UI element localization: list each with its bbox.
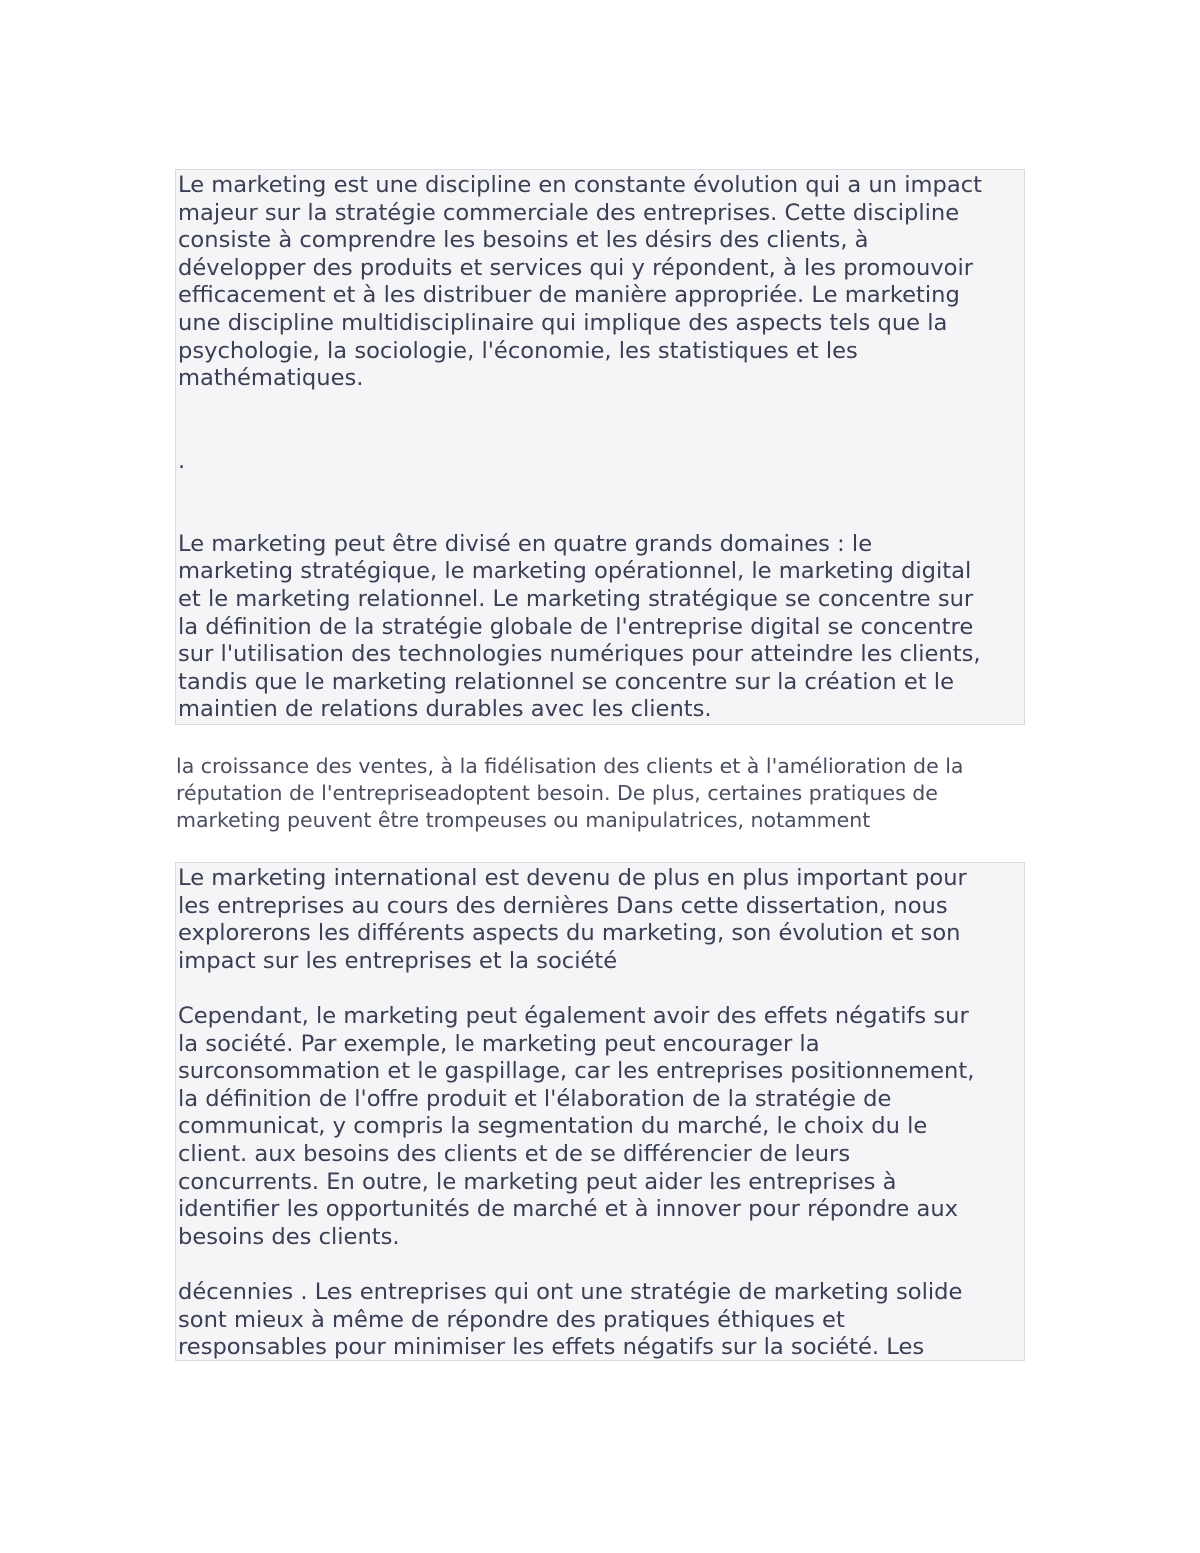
paragraph-decades-strategy: décennies . Les entreprises qui ont une stratégie de marketing solide sont mieux à même de répondre des pratiques éthiques et responsables pour minimiser les effets négatifs sur la société. Les <box>178 1278 963 1361</box>
plain-paragraph-sales-growth: la croissance des ventes, à la fidélisation des clients et à l'amélioration de la réputation de l'entrepriseadoptent besoin. De plus, certaines pratiques de marketing peuvent être trompeuses ou manipulatrices, notamment <box>176 754 964 832</box>
paragraph-negative-effects: Cependant, le marketing peut également avoir des effets négatifs sur la société. Par exemple, le marketing peut encourager la surconsommation et le gaspillage, car les entreprises positionnement, la définition de l'offre produit et l'élaboration de la stratégie de communicat, y compris la segmentation du marché, le choix du le client. aux besoins des clients et de se différencier de leurs concurrents. En outre, le marketing peut aider les entreprises à identifier les opportunités de marché et à innover pour répondre aux besoins des clients. <box>178 1002 975 1250</box>
paragraph-international-marketing: Le marketing international est devenu de plus en plus important pour les entreprises au cours des dernières Dans cette dissertation, nous explorerons les différents aspects du marketing, son évolution et son impact sur les entreprises et la société <box>178 865 967 974</box>
paragraph-marketing-definition: Le marketing est une discipline en constante évolution qui a un impact majeur sur la stratégie commerciale des entreprises. Cette discipline consiste à comprendre les besoins et les désirs des clients, à développer des produits et services qui y répondent, à les promouvoir efficacement et à les distribuer de manière appropriée. Le marketing une discipline multidisciplinaire qui implique des aspects tels que la psychologie, la sociologie, l'économie, les statistiques et les mathématiques. <box>178 172 982 392</box>
paragraph-separator-dot: . <box>178 447 186 474</box>
text-box-marketing-intro <box>175 169 1025 725</box>
text-box-international-marketing <box>175 862 1025 1361</box>
paragraph-marketing-domains: Le marketing peut être divisé en quatre grands domaines : le marketing stratégique, le marketing opérationnel, le marketing digital et le marketing relationnel. Le marketing stratégique se concentre sur la définition de la stratégie globale de l'entreprise digital se concentre sur l'utilisation des technologies numériques pour atteindre les clients, tandis que le marketing relationnel se concentre sur la création et le maintien de relations durables avec les clients. <box>178 530 981 723</box>
